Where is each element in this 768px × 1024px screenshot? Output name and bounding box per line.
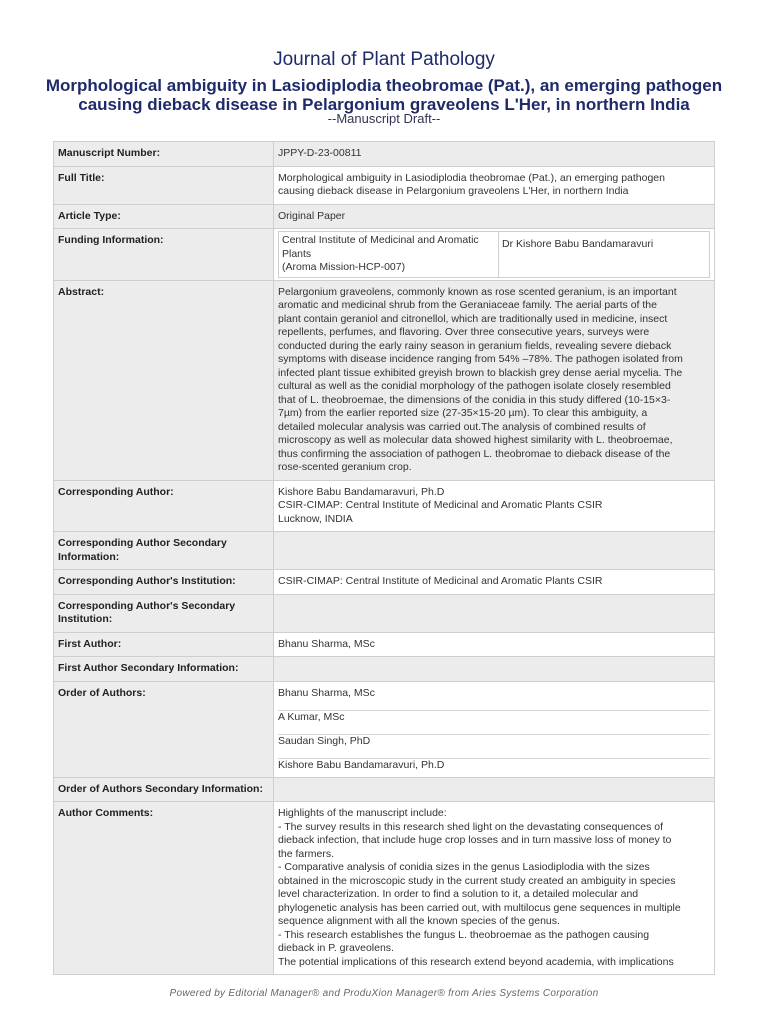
table-row bbox=[54, 142, 715, 167]
text-line: - The survey results in this research shed light on the devastating consequences of bbox=[278, 820, 664, 833]
table-row bbox=[54, 777, 715, 802]
author-comments bbox=[274, 802, 715, 975]
label-line: Corresponding Author's Secondary bbox=[58, 599, 236, 612]
text-line: (Aroma Mission-HCP-007) bbox=[282, 261, 406, 273]
corresponding-secondary-institution bbox=[274, 594, 715, 632]
label-line: Institution: bbox=[58, 613, 113, 625]
text-line: dieback in P. graveolens. bbox=[278, 942, 394, 954]
text-line: Pelargonium graveolens, commonly known as rose scented geranium, is an important bbox=[278, 285, 677, 298]
paper-title-line: causing dieback disease in Pelargonium graveolens L'Her, in northern India bbox=[78, 95, 690, 114]
table-row bbox=[54, 802, 715, 975]
table-row bbox=[54, 632, 715, 657]
table-row bbox=[54, 480, 715, 532]
author-entry: Kishore Babu Bandamaravuri, Ph.D bbox=[278, 758, 445, 771]
row-label bbox=[54, 532, 274, 570]
row-label: Corresponding Author's Institution: bbox=[54, 570, 274, 595]
text-line: Kishore Babu Bandamaravuri, Ph.D bbox=[278, 485, 445, 498]
full-title bbox=[274, 166, 715, 204]
author-entry: A Kumar, MSc bbox=[278, 711, 710, 735]
row-label: Funding Information: bbox=[54, 229, 274, 281]
table-row bbox=[54, 570, 715, 595]
text-line: thus confirming the association of pathogen L. theobromae to dieback disease of the bbox=[278, 447, 671, 460]
text-line: Plants bbox=[282, 247, 312, 260]
row-label: Full Title: bbox=[54, 166, 274, 204]
footer-credit: Powered by Editorial Manager® and ProduXion Manager® from Aries Systems Corporation bbox=[169, 988, 599, 999]
text-line: - This research establishes the fungus L. theobroemae as the pathogen causing bbox=[278, 928, 650, 941]
text-line: repellents, perfumes, and flavoring. Over three consecutive years, surveys were bbox=[278, 326, 650, 338]
text-line: obtained in the microscopic study in the current study created an ambiguity in species bbox=[278, 874, 676, 887]
funding-recipient: Dr Kishore Babu Bandamaravuri bbox=[502, 238, 654, 250]
table-row bbox=[54, 166, 715, 204]
paper-title-line: Morphological ambiguity in Lasiodiplodia theobromae (Pat.), an emerging pathogen bbox=[45, 76, 723, 95]
row-label: Abstract: bbox=[54, 280, 274, 480]
label-line: Information: bbox=[58, 550, 120, 563]
text-line: rose-scented geranium crop. bbox=[278, 461, 412, 473]
row-label: Article Type: bbox=[54, 204, 274, 229]
text-line: Morphological ambiguity in Lasiodiplodia theobromae (Pat.), an emerging pathogen bbox=[278, 171, 665, 184]
manuscript-number: JPPY-D-23-00811 bbox=[274, 142, 715, 167]
funding-table bbox=[278, 231, 710, 278]
row-label: First Author: bbox=[54, 632, 274, 657]
draft-note: --Manuscript Draft-- bbox=[327, 111, 441, 126]
row-label: Order of Authors: bbox=[54, 681, 274, 777]
paper-title bbox=[40, 76, 728, 114]
text-line: causing dieback disease in Pelargonium graveolens L'Her, in northern India bbox=[278, 185, 629, 197]
table-row bbox=[54, 594, 715, 632]
text-line: detailed molecular analysis was carried out.The analysis of combined results of bbox=[278, 420, 646, 433]
table-row bbox=[54, 681, 715, 777]
text-line: The potential implications of this research extend beyond academia, with implications bbox=[278, 955, 674, 968]
row-label: Corresponding Author: bbox=[54, 480, 274, 532]
row-label: Manuscript Number: bbox=[54, 142, 274, 167]
journal-title: Journal of Plant Pathology bbox=[273, 49, 495, 70]
text-line: 7µm) from the earlier reported size (27-35×15-20 µm). To clear this ambiguity, a bbox=[278, 407, 648, 419]
text-line: infected plant tissue exhibited greyish brown to blackish grey dense aerial mycelia. The bbox=[278, 366, 683, 379]
manuscript-metadata-table bbox=[53, 141, 715, 975]
table-row bbox=[54, 657, 715, 682]
text-line: that of L. theobroemae, the dimensions of the conidia in this study differed (10-15×3- bbox=[278, 393, 671, 406]
text-line: symptoms with disease incidence ranging from 54% –78%. The pathogen isolated from bbox=[278, 353, 683, 365]
first-author-secondary-info bbox=[274, 657, 715, 682]
article-type: Original Paper bbox=[274, 204, 715, 229]
text-line: aromatic and medicinal shrub from the Geraniaceae family. The aerial parts of the bbox=[278, 299, 657, 311]
corresponding-author bbox=[274, 480, 715, 532]
text-line: - Comparative analysis of conidia sizes in the genus Lasiodiplodia with the sizes bbox=[278, 861, 650, 873]
first-author: Bhanu Sharma, MSc bbox=[274, 632, 715, 657]
table-row bbox=[54, 204, 715, 229]
table-row bbox=[54, 280, 715, 480]
abstract bbox=[274, 280, 715, 480]
text-line: dieback infection, that include huge crop losses and in turn massive loss of money to bbox=[278, 834, 672, 846]
text-line: conducted during the early rainy season in geranium fields, revealing severe dieback bbox=[278, 339, 672, 352]
text-line: Lucknow, INDIA bbox=[278, 512, 353, 525]
text-line: Highlights of the manuscript include: bbox=[278, 807, 447, 819]
order-of-authors bbox=[274, 681, 715, 777]
row-label bbox=[54, 594, 274, 632]
text-line: plant contain geraniol and citronellol, which are traditionally used in medicine, insect bbox=[278, 312, 668, 325]
text-line: Central Institute of Medicinal and Aromatic bbox=[282, 234, 479, 246]
table-row bbox=[54, 229, 715, 281]
text-line: the farmers. bbox=[278, 847, 335, 860]
corresponding-institution: CSIR-CIMAP: Central Institute of Medicinal and Aromatic Plants CSIR bbox=[274, 570, 715, 595]
text-line: sequence alignment with all the known species of the genus. bbox=[278, 915, 560, 927]
funding-information bbox=[274, 229, 715, 281]
text-line: CSIR-CIMAP: Central Institute of Medicinal and Aromatic Plants CSIR bbox=[278, 499, 603, 511]
row-label: Author Comments: bbox=[54, 802, 274, 975]
text-line: level characterization. In order to find a solution to it, a detailed molecular and bbox=[278, 888, 639, 900]
row-label: First Author Secondary Information: bbox=[54, 657, 274, 682]
table-row bbox=[54, 532, 715, 570]
author-entry: Saudan Singh, PhD bbox=[278, 735, 710, 759]
corresponding-secondary-info bbox=[274, 532, 715, 570]
label-line: Corresponding Author Secondary bbox=[58, 537, 227, 549]
author-entry: Bhanu Sharma, MSc bbox=[278, 687, 710, 711]
order-secondary-info bbox=[274, 777, 715, 802]
funder bbox=[279, 232, 499, 277]
text-line: phylogenetic analysis has been carried out, with multilocus gene sequences in multiple bbox=[278, 901, 681, 914]
row-label: Order of Authors Secondary Information: bbox=[54, 777, 274, 802]
text-line: microscopy as well as molecular data showed highest similarity with L. theobroemae, bbox=[278, 434, 673, 446]
text-line: cultural as well as the conidial morphology of the pathogen isolate closely resembled bbox=[278, 380, 671, 392]
